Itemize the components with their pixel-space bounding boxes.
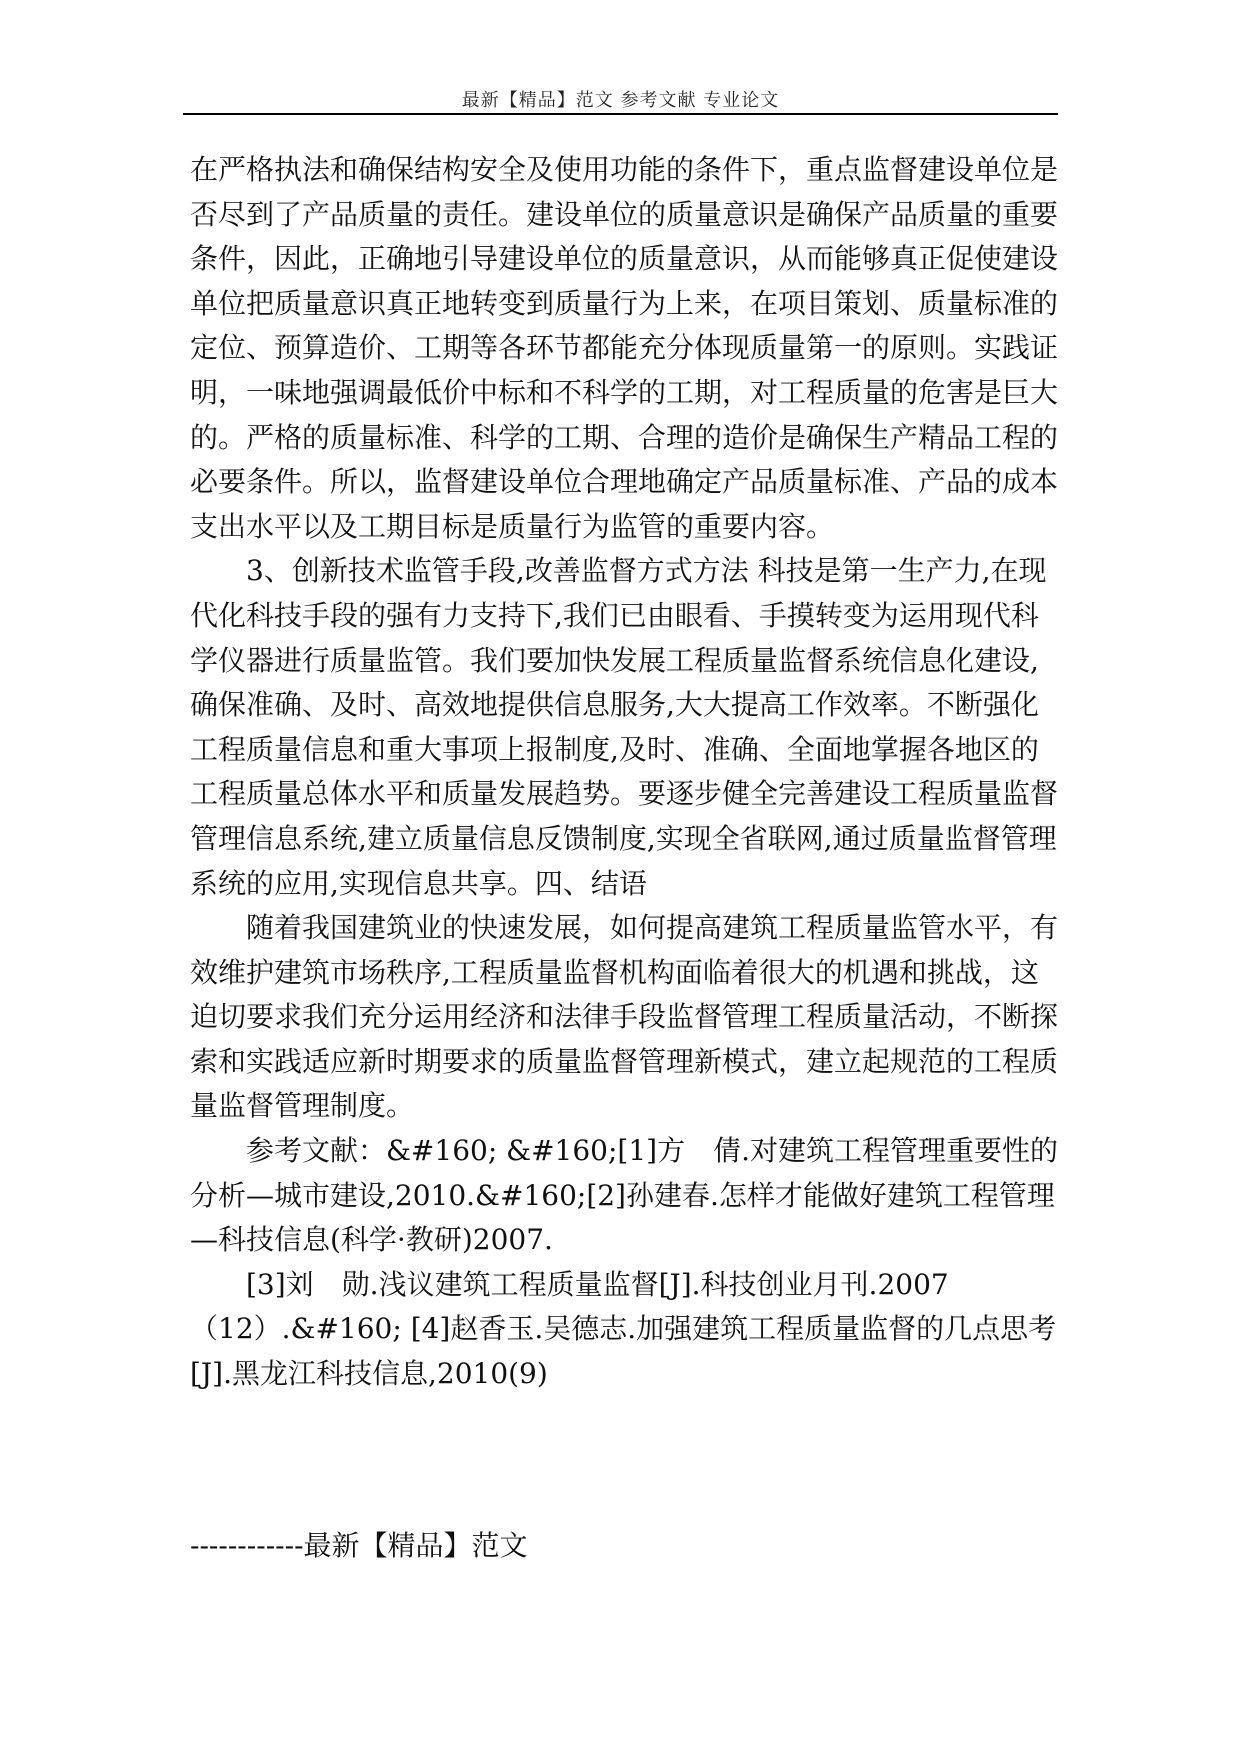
- references-part-2: [3]刘 勋.浅议建筑工程质量监督[J].科技创业月刊.2007（12）.&#160; [4]赵香玉.吴德志.加强建筑工程质量监督的几点思考[J].黑龙江科技信息,2010(9): [190, 1267, 1057, 1391]
- page-header: 最新【精品】范文 参考文献 专业论文: [461, 90, 780, 111]
- document-body: [190, 148, 1060, 1397]
- paragraph-technical-supervision: 3、创新技术监管手段,改善监督方式方法 科技是第一生产力,在现代化科技手段的强有力支持下,我们已由眼看、手摸转变为运用现代科学仪器进行质量监管。我们要加快发展工程质量监督系统信息化建设,确保准确、及时、高效地提供信息服务,大大提高工作效率。不断强化工程质量信息和重大事项上报制度,及时、准确、全面地掌握各地区的工程质量总体水平和质量发展趋势。要逐步健全完善建设工程质量监督管理信息系统,建立质量信息反馈制度,实现全省联网,通过质量监督管理系统的应用,实现信息共享。四、结语: [190, 554, 1059, 900]
- header-divider: [183, 113, 1058, 115]
- references-part-1: 参考文献：&#160; &#160;[1]方 倩.对建筑工程管理重要性的分析—城市建设,2010.&#160;[2]孙建春.怎样才能做好建筑工程管理—科技信息(科学·教研)2007.: [190, 1134, 1058, 1257]
- page-footer: ------------最新【精品】范文: [190, 1529, 528, 1562]
- paragraph-quality-behavior: 在严格执法和确保结构安全及使用功能的条件下，重点监督建设单位是否尽到了产品质量的责任。建设单位的质量意识是确保产品质量的重要条件，因此，正确地引导建设单位的质量意识，从而能够真正促使建设单位把质量意识真正地转变到质量行为上来，在项目策划、质量标准的定位、预算造价、工期等各环节都能充分体现质量第一的原则。实践证明，一味地强调最低价中标和不科学的工期，对工程质量的危害是巨大的。严格的质量标准、科学的工期、合理的造价是确保生产精品工程的必要条件。所以，监督建设单位合理地确定产品质量标准、产品的成本支出水平以及工期目标是质量行为监管的重要内容。: [190, 153, 1059, 543]
- paragraph-conclusion: 随着我国建筑业的快速发展，如何提高建筑工程质量监管水平，有效维护建筑市场秩序,工程质量监督机构面临着很大的机遇和挑战，这迫切要求我们充分运用经济和法律手段监督管理工程质量活动，不断探索和实践适应新时期要求的质量监督管理新模式，建立起规范的工程质量监督管理制度。: [190, 911, 1059, 1123]
